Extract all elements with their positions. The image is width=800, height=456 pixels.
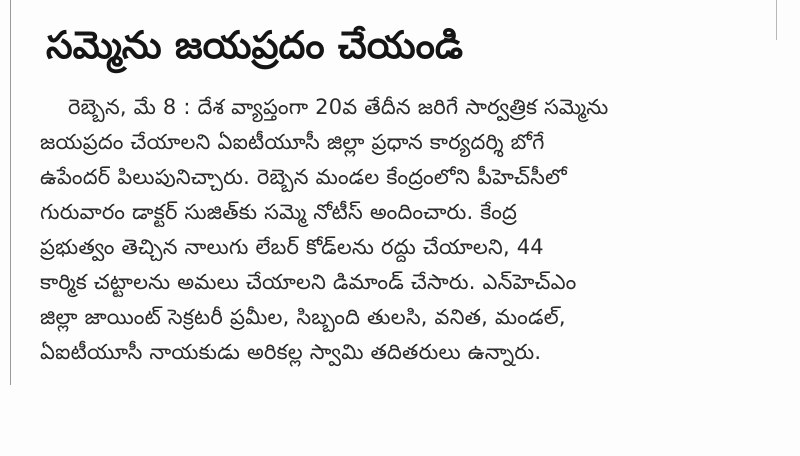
body-line: గురువారం డాక్టర్ సుజిత్‌కు సమ్మె నోటీస్ అందించారు. కేంద్ర [40, 200, 518, 224]
body-line: ఉపేందర్ పిలుపునిచ్చారు. రెబ్బెన మండల కేంద్రంలోని పీహెచ్‌సీలో [40, 165, 567, 189]
column-divider-right [776, 0, 777, 40]
body-line: జిల్లా జాయింట్ సెక్రటరీ ప్రమీల, సిబ్బంది తులసి, వనిత, మండల్, [40, 305, 566, 329]
cut-off-previous-text [60, 0, 420, 8]
body-line: ఏఐటీయూసీ నాయకుడు అరికల్ల స్వామి తదితరులు ఉన్నారు. [40, 340, 542, 364]
article-body [40, 90, 770, 370]
body-line: ప్రభుత్వం తెచ్చిన నాలుగు లేబర్ కోడ్‌లను రద్దు చేయాలని, 44 [40, 235, 544, 259]
body-line: కార్మిక చట్టాలను అమలు చేయాలని డిమాండ్ చేసారు. ఎన్‌హెచ్‌ఎం [40, 270, 577, 294]
body-line: రెబ్బెన, మే 8 : దేశ వ్యాప్తంగా 20వ తేదీన జరిగే సార్వత్రిక సమ్మెను [68, 95, 609, 119]
column-divider-left [10, 0, 11, 385]
article-headline: సమ్మెను జయప్రదం చేయండి [46, 23, 463, 67]
body-line: జయప్రదం చేయాలని ఏఐటీయూసీ జిల్లా ప్రధాన కార్యదర్శి బోగే [40, 130, 545, 154]
